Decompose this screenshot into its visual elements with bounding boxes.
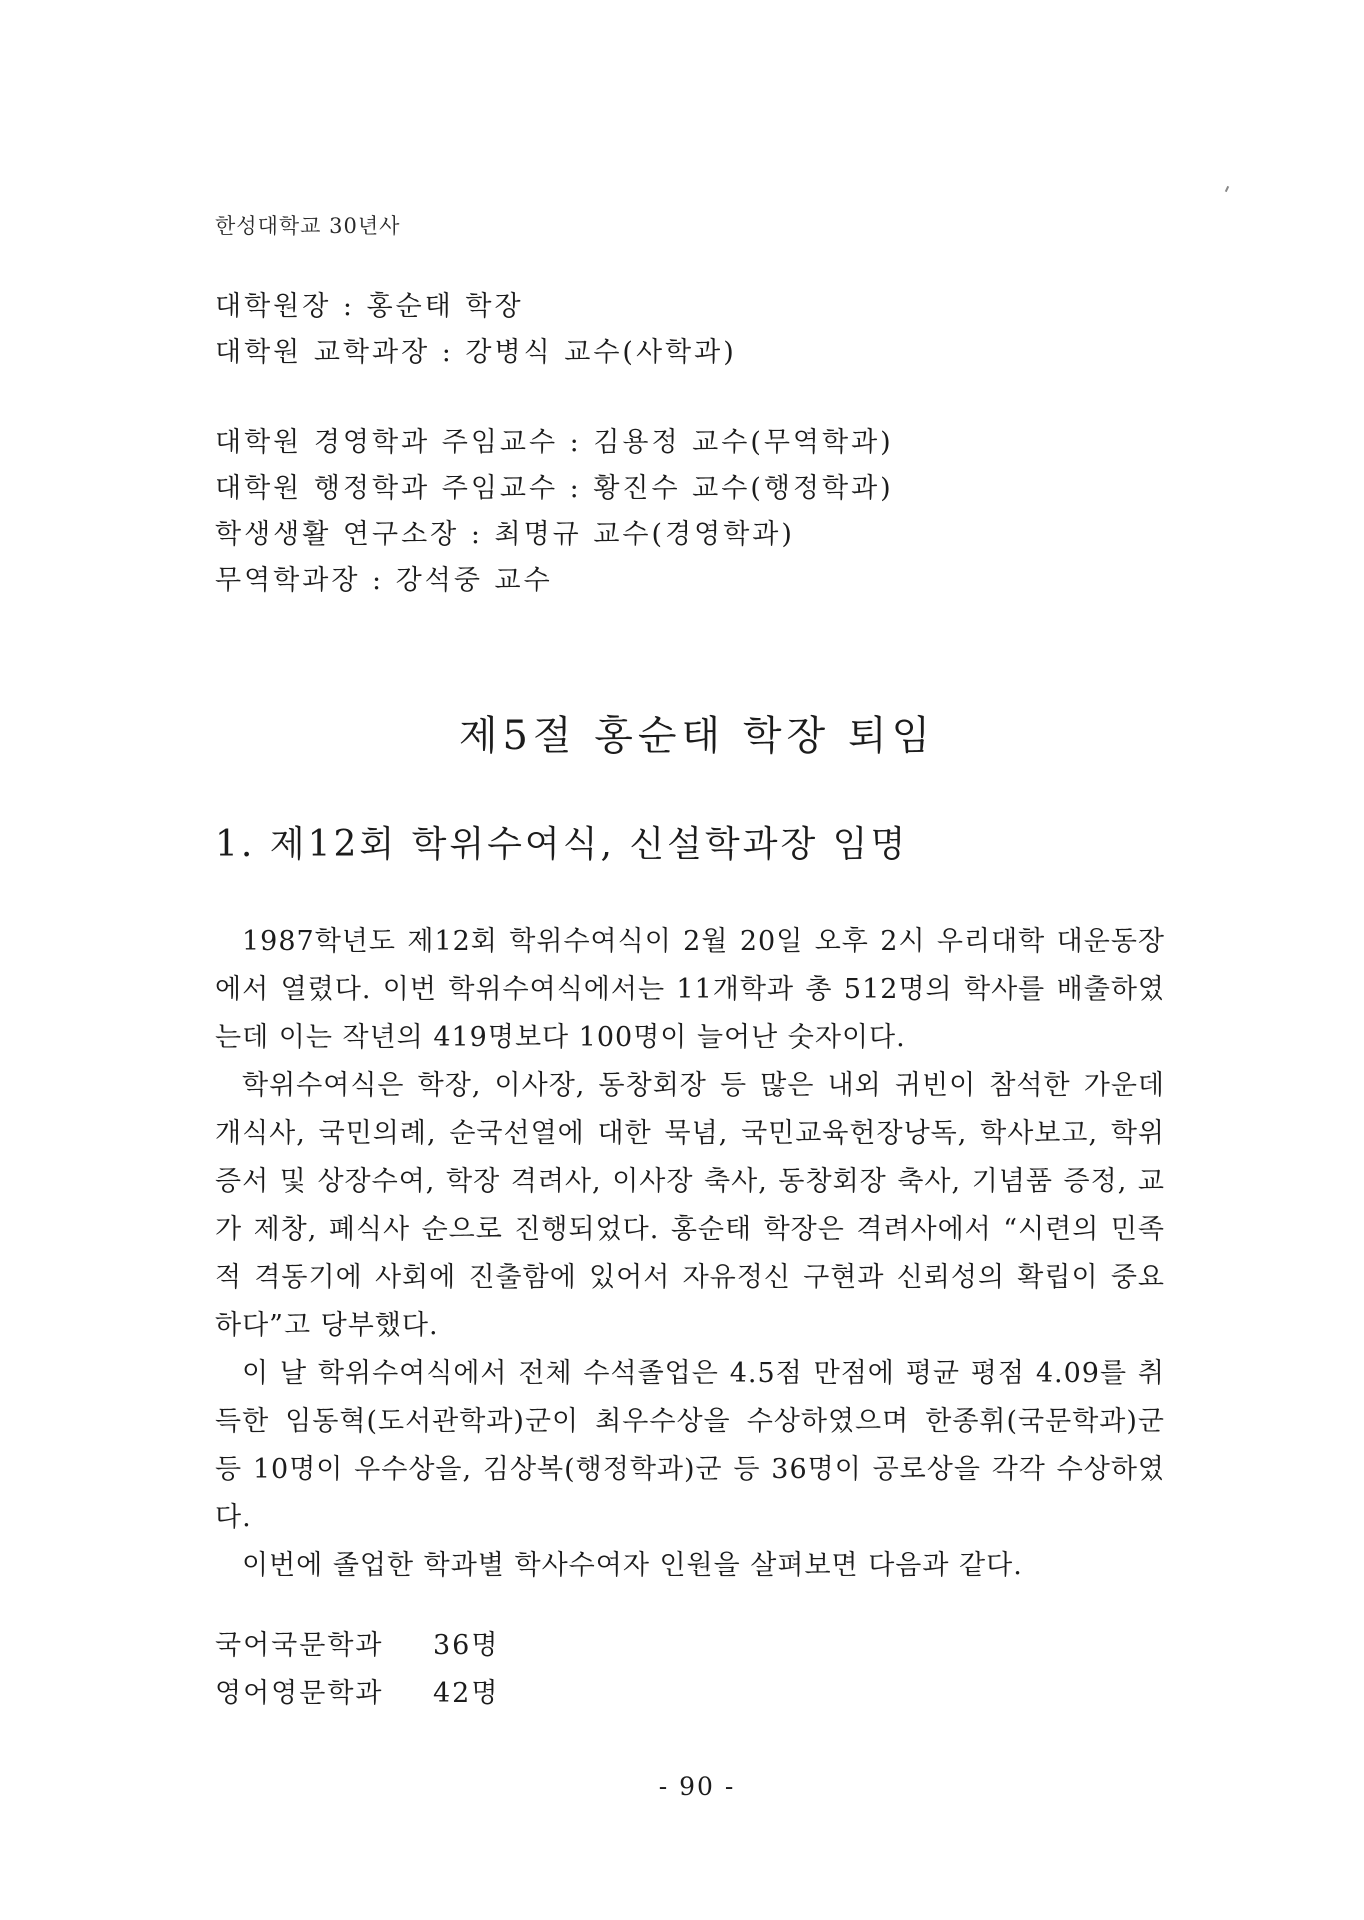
scan-artifact (1225, 186, 1229, 192)
section-title: 제5절 홍순태 학장 퇴임 (458, 713, 936, 759)
graduate-count: 42명 (433, 1678, 500, 1709)
paragraph: 이 날 학위수여식에서 전체 수석졸업은 4.5점 만점에 평균 평점 4.09를 취득한 임동혁(도서관학과)군이 최우수상을 수상하였으며 한종휘(국문학과)군 등 10명이 우수상을, 김상복(행정학과)군 등 36명이 공로상을 각각 수상하였다. (215, 1358, 1165, 1533)
appointment-line: 대학원 행정학과 주임교수 : 황진수 교수(행정학과) (215, 473, 894, 504)
graduate-row (215, 1622, 499, 1670)
graduate-row (215, 1670, 499, 1718)
paragraph: 이번에 졸업한 학과별 학사수여자 인원을 살펴보면 다음과 같다. (242, 1550, 1023, 1581)
running-header: 한성대학교 30년사 (215, 214, 401, 238)
graduates-list (215, 1622, 499, 1718)
graduate-count: 36명 (433, 1630, 500, 1661)
department-name: 영어영문학과 (215, 1678, 384, 1709)
appointment-line: 학생생활 연구소장 : 최명규 교수(경영학과) (215, 519, 795, 550)
appointment-line: 대학원장 : 홍순태 학장 (215, 291, 524, 322)
appointment-line: 대학원 경영학과 주임교수 : 김용정 교수(무역학과) (215, 427, 894, 458)
page-number: - 90 - (658, 1772, 736, 1801)
department-name: 국어국문학과 (215, 1630, 384, 1661)
body-text (215, 918, 1165, 1590)
appointments-list-b (215, 420, 894, 604)
appointment-line: 대학원 교학과장 : 강병식 교수(사학과) (215, 337, 737, 368)
subsection-title: 1. 제12회 학위수여식, 신설학과장 임명 (215, 824, 909, 865)
appointment-line: 무역학과장 : 강석중 교수 (215, 565, 553, 596)
paragraph: 1987학년도 제12회 학위수여식이 2월 20일 오후 2시 우리대학 대운동장에서 열렸다. 이번 학위수여식에서는 11개학과 총 512명의 학사를 배출하였는데 이는 작년의 419명보다 100명이 늘어난 숫자이다. (215, 926, 1165, 1053)
appointments-list-a (215, 284, 737, 376)
paragraph: 학위수여식은 학장, 이사장, 동창회장 등 많은 내외 귀빈이 참석한 가운데 개식사, 국민의례, 순국선열에 대한 묵념, 국민교육헌장낭독, 학사보고, 학위증서 및 상장수여, 학장 격려사, 이사장 축사, 동창회장 축사, 기념품 증정, 교가 제창, 폐식사 순으로 진행되었다. 홍순태 학장은 격려사에서 “시련의 민족적 격동기에 사회에 진출함에 있어서 자유정신 구현과 신뢰성의 확립이 중요하다”고 당부했다. (215, 1070, 1165, 1341)
